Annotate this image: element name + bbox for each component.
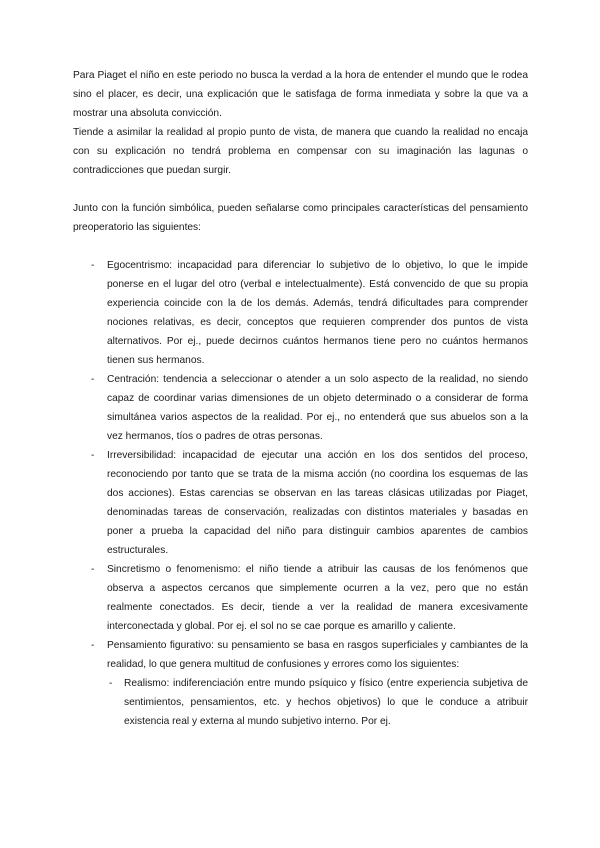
list-item-pensamiento-figurativo-text: Pensamiento figurativo: su pensamiento se basa en rasgos superficiales y cambiantes de la realidad, lo que genera multitud de confusiones y errores como los siguientes: (107, 640, 528, 670)
list-item-sincretismo: - Sincretismo o fenomenismo: el niño tiende a atribuir las causas de los fenómenos que observa a aspectos cercanos que simplemente ocurren a la vez, pero que no están realmente conectados. Es decir, tiende a ver la realidad de manera excesivamente interconectada y global. Por ej. el sol no se cae porque es amarillo y caliente. (73, 560, 528, 636)
sublist-item-realismo: - Realismo: indiferenciación entre mundo psíquico y físico (entre experiencia subjetiva de sentimientos, pensamientos, etc. y hechos objetivos) lo que le conduce a atribuir existencia real y externa al mundo subjetivo interno. Por ej. (107, 674, 528, 731)
list-item-pensamiento-figurativo (73, 636, 528, 731)
figurativo-sublist (107, 674, 528, 731)
intro-paragraph-3: Junto con la función simbólica, pueden señalarse como principales características del pensamiento preoperatorio las siguientes: (73, 203, 528, 233)
paragraph-spacer (73, 180, 528, 199)
characteristics-list (73, 256, 528, 731)
intro-paragraph-2: Tiende a asimilar la realidad al propio punto de vista, de manera que cuando la realidad no encaja con su explicación no tendrá problema en compensar con su imaginación las lagunas o contradicciones que puedan surgir. (73, 127, 528, 176)
list-item-centracion: - Centración: tendencia a seleccionar o atender a un solo aspecto de la realidad, no siendo capaz de coordinar varias dimensiones de un objeto determinado o a considerar de forma simultánea varios aspectos de la realidad. Por ej., no entenderá que sus abuelos son a la vez hermanos, tíos o padres de otras personas. (73, 370, 528, 446)
list-item-egocentrismo: - Egocentrismo: incapacidad para diferenciar lo subjetivo de lo objetivo, lo que le impide ponerse en el lugar del otro (verbal e intelectualmente). Está convencido de que su propia experiencia coincide con la de los demás. Además, tendrá dificultades para comprender nociones relativas, es decir, conceptos que requieren comprender dos puntos de vista alternativos. Por ej., puede decirnos cuántos hermanos tiene pero no cuántos hermanos tienen sus hermanos. (73, 256, 528, 370)
list-item-irreversibilidad: - Irreversibilidad: incapacidad de ejecutar una acción en los dos sentidos del proceso, reconociendo por tanto que se trata de la misma acción (no coordina los esquemas de las dos acciones). Estas carencias se observan en las tareas clásicas utilizadas por Piaget, denominadas tareas de conservación, realizadas con distintos materiales y basadas en poner a prueba la capacidad del niño para distinguir cambios aparentes de cambios estructurales. (73, 446, 528, 560)
intro-paragraph-1: Para Piaget el niño en este periodo no busca la verdad a la hora de entender el mundo que le rodea sino el placer, es decir, una explicación que le satisfaga de forma inmediata y sobre la que va a mostrar una absoluta convicción. (73, 70, 528, 119)
